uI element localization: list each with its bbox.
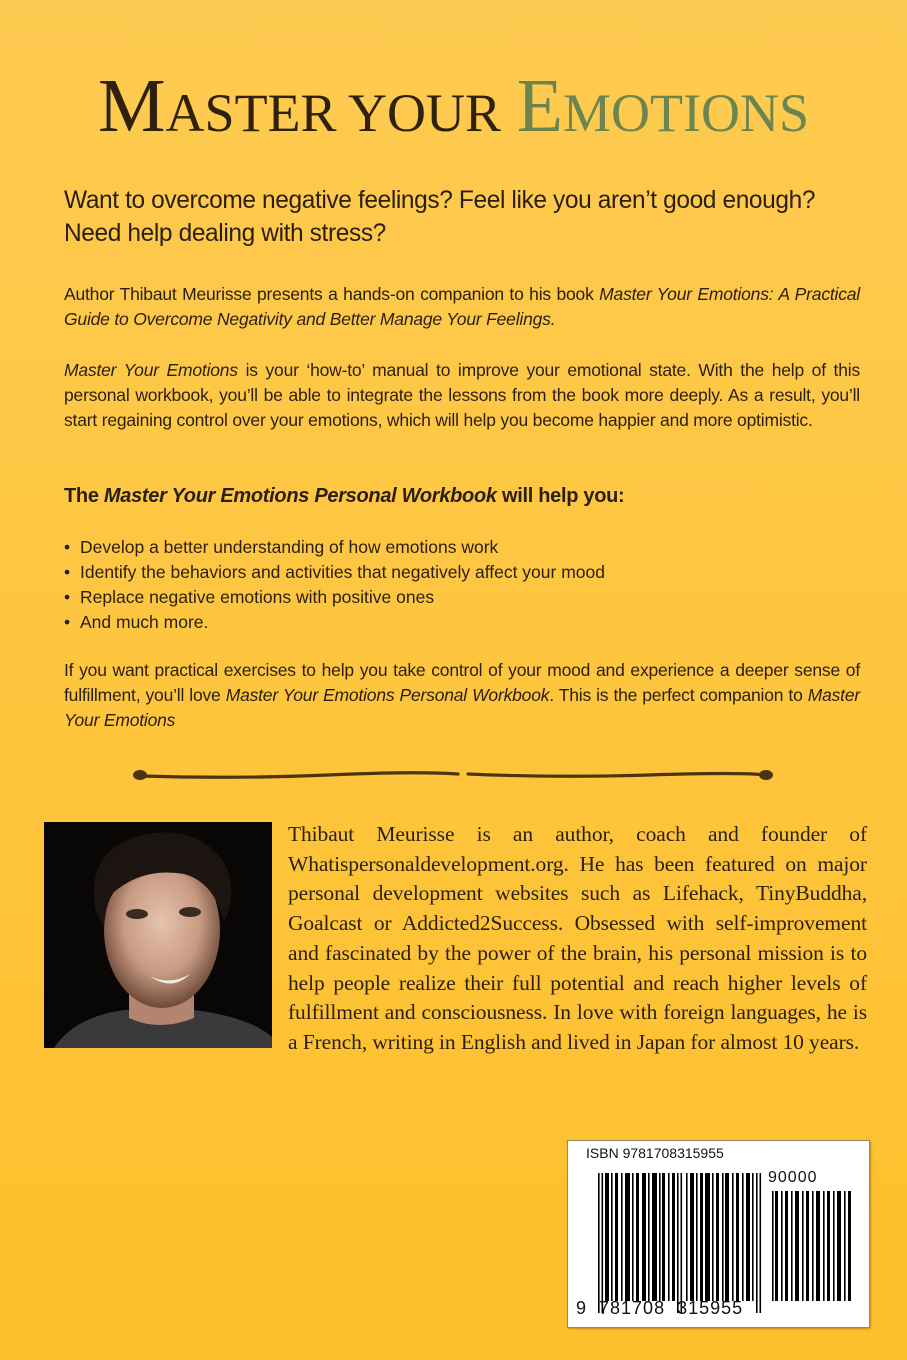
price-code: 90000 [768,1169,818,1186]
book-title-italic: Master Your Emotions: A Practical Guide to Overcome Negativity and Better Manage Your Feelings. [64,284,860,329]
benefits-heading: The Master Your Emotions Personal Workbook will help you: [64,485,625,507]
book-title-italic: Master Your Emotions [64,360,238,380]
list-item: • Replace negative emotions with positive ones [64,585,860,610]
barcode-bars-icon [598,1173,763,1313]
photo-spacer [44,820,288,1056]
barcode-digits: 9 781708 315955 [576,1298,744,1318]
list-item: • Identify the behaviors and activities that negatively affect your mood [64,560,860,585]
description-paragraph: Master Your Emotions is your ‘how-to’ manual to improve your emotional state. With the help of this personal workbook, you’ll be able to integrate the lessons from the book more deeply. As a result, you’ll start regaining control over your emotions, which will help you become happier and more optimistic. [64,360,860,430]
list-item: • And much more. [64,610,860,635]
closing-paragraph: If you want practical exercises to help you take control of your mood and experience a deeper sense of fulfillment, you’ll love Master Your Emotions Personal Workbook. This is the perfect companion to Master Your Emotions [64,660,860,730]
intro-paragraph: Author Thibaut Meurisse presents a hands-on companion to his book Master Your Emotions: A Practical Guide to Overcome Negativity and Better Manage Your Feelings. [64,284,860,329]
list-item: • Develop a better understanding of how emotions work [64,535,860,560]
title-emotions: EMOTIONS [516,64,810,148]
author-bio: Thibaut Meurisse is an author, coach and founder of Whatispersonaldevelopment.org. He has been featured on major personal development websites such as Lifehack, TinyBuddha, Goalcast or Addicted2Success. Obsessed with self-improvement and fascinated by the power of the brain, his personal mission is to help people realize their full potential and reach higher levels of fulfillment and consciousness. In love with foreign languages, he is a French, writing in English and lived in Japan for almost 10 years. [44,820,867,1058]
cover-title [0,64,907,149]
title-master-your: MASTER YOUR [97,64,502,148]
ornament-divider-icon [128,765,778,787]
lead-question: Want to overcome negative feelings? Feel like you aren’t good enough? Need help dealing with stress? [64,186,816,247]
benefits-list [64,535,860,635]
addon-bars-icon [772,1191,852,1301]
isbn-label: ISBN 9781708315955 [586,1145,724,1161]
isbn-barcode [567,1140,870,1328]
